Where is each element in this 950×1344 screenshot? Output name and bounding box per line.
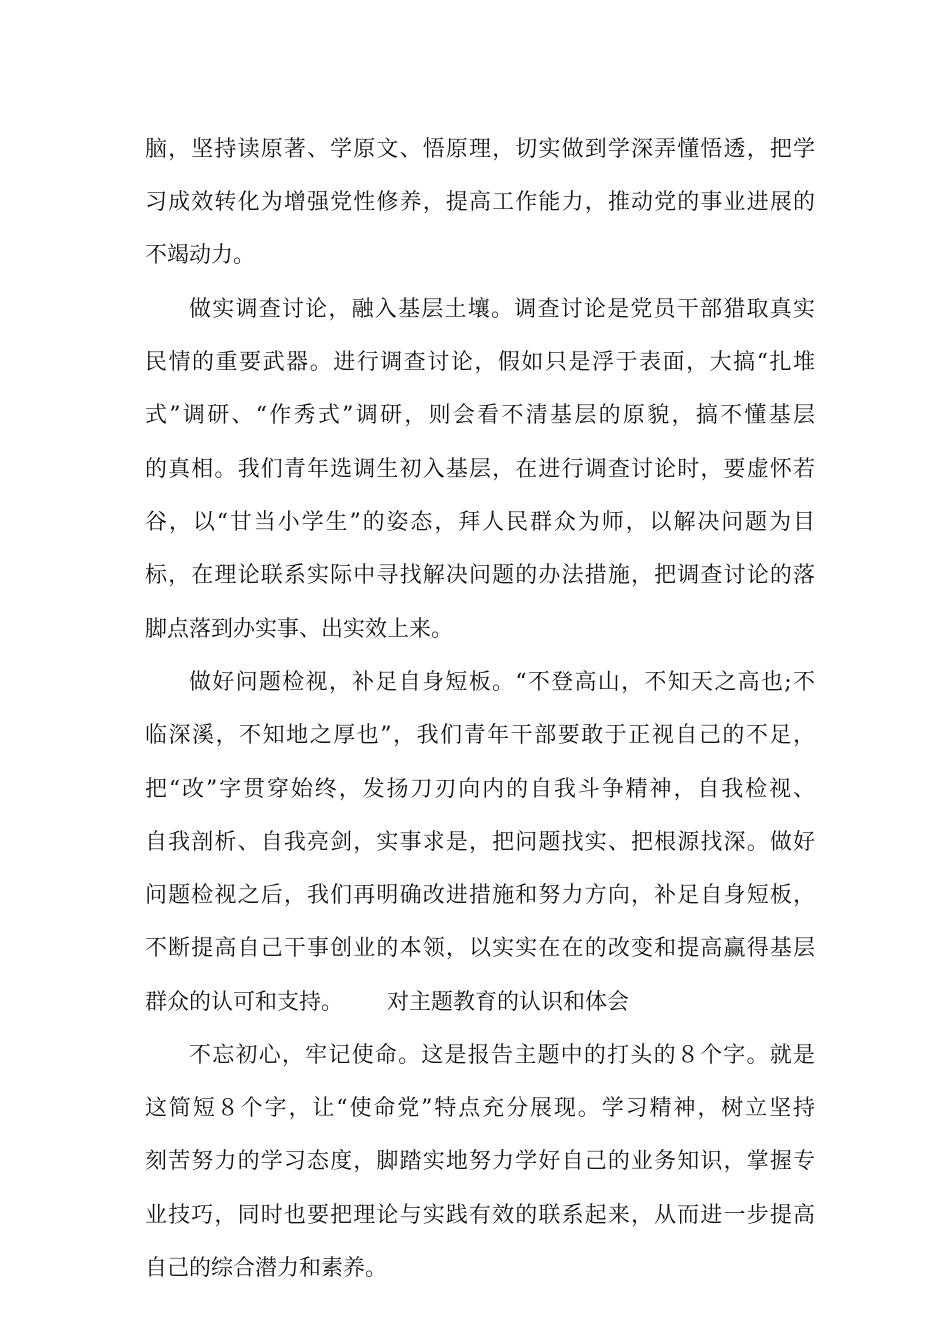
text-line: 临深溪，不知地之厚也”，我们青年干部要敢于正视自己的不足， (145, 723, 815, 748)
text-line: 自我剖析、自我亮剑，实事求是，把问题找实、把根源找深。做好 (145, 830, 815, 855)
text-line: 式”调研、“作秀式”调研，则会看不清基层的原貌，搞不懂基层 (145, 403, 815, 428)
text-line: 业技巧，同时也要把理论与实践有效的联系起来，从而进一步提高 (145, 1203, 815, 1228)
text-line: 不断提高自己干事创业的本领，以实实在在的改变和提高赢得基层 (145, 936, 815, 961)
text-line (145, 983, 815, 1023)
text-line: 脑，坚持读原著、学原文、悟原理，切实做到学深弄懂悟透，把学 (145, 137, 815, 162)
text-line: 不竭动力。 (145, 243, 256, 268)
text-line: 刻苦努力的学习态度，脚踏实地努力学好自己的业务知识，掌握专 (145, 1149, 815, 1174)
text-line: 习成效转化为增强党性修养，提高工作能力，推动党的事业进展的 (145, 190, 815, 215)
text-line-content: 群众的认可和支持。 (145, 990, 344, 1015)
text-line: 做好问题检视，补足自身短板。“不登高山，不知天之高也;不 (189, 670, 815, 695)
text-line: 民情的重要武器。进行调查讨论，假如只是浮于表面，大搞“扎堆 (145, 350, 815, 375)
text-line: 不忘初心，牢记使命。这是报告主题中的打头的８个字。就是 (189, 1043, 815, 1068)
text-line: 把“改”字贯穿始终，发扬刀刃向内的自我斗争精神，自我检视、 (145, 777, 815, 802)
text-line: 做实调查讨论，融入基层土壤。调查讨论是党员干部猎取真实 (189, 297, 815, 322)
text-line: 自己的综合潜力和素养。 (145, 1256, 388, 1281)
text-line: 谷，以“甘当小学生”的姿态，拜人民群众为师，以解决问题为目 (145, 510, 815, 535)
text-line: 脚点落到办实事、出实效上来。 (145, 617, 454, 642)
text-line: 标，在理论联系实际中寻找解决问题的办法措施，把调查讨论的落 (145, 563, 815, 588)
text-line: 这简短８个字，让“使命党”特点充分展现。学习精神，树立坚持 (145, 1096, 815, 1121)
section-title: 对主题教育的认识和体会 (387, 990, 630, 1015)
text-line: 的真相。我们青年选调生初入基层，在进行调查讨论时，要虚怀若 (145, 457, 815, 482)
text-line: 问题检视之后，我们再明确改进措施和努力方向，补足自身短板， (145, 883, 815, 908)
